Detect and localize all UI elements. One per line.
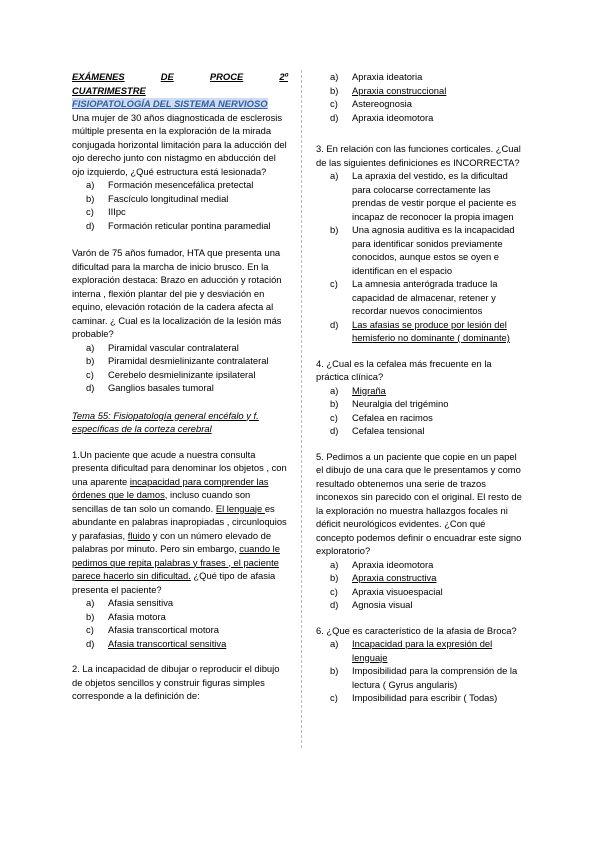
answer-options: [316, 637, 526, 705]
option-b: b) Fascículo longitudinal medial: [86, 192, 229, 204]
column-divider: [301, 70, 302, 748]
question-4: [316, 357, 526, 438]
question-6: [316, 624, 526, 705]
option-c: c) Apraxia visuoespacial: [330, 585, 443, 597]
question-1: [72, 448, 288, 651]
answer-options: [316, 558, 526, 612]
option-c: c) Cerebelo desmielinizante ipsilateral: [86, 368, 256, 380]
question-text: 4. ¿Cual es la cefalea más frecuente en la práctica clínica?: [316, 357, 492, 382]
option-c: c) Afasia transcortical motora: [86, 624, 219, 635]
right-column: [316, 70, 526, 705]
question-text: 5. Pedimos a un paciente que copie en un papel el dibujo de una cara que le presentamos y como resultado obtenemos una serie de trazos inconexos sin parecido con el original. El resto de la exploración no muestra hallazgos focales ni déficit neurológicos evidentes. ¿Con qué concepto podemos definir o encuadrar este signo exploratorio?: [316, 450, 522, 556]
answer-options: [316, 169, 526, 345]
option-a: a) Migraña: [330, 384, 386, 396]
document-title-line2: CUATRIMESTRE: [72, 84, 146, 96]
topic-heading: Tema 55: Fisiopatología general encéfalo y f. específicas de la corteza cerebral: [72, 409, 259, 434]
question-2: [72, 662, 288, 703]
answer-options: [72, 596, 288, 650]
option-c: c) Astereognosia: [330, 98, 412, 109]
left-column: [72, 70, 288, 703]
option-b: b) Imposibilidad para la comprensión de la lectura ( Gyrus angularis): [330, 665, 518, 690]
option-c: c) Cefalea en racimos: [330, 411, 433, 423]
option-b: b) Una agnosia auditiva es la incapacidad para identificar sonidos previamente conocidos, aunque estos se oyen e identifican en el espacio: [330, 224, 515, 276]
option-d: d) Ganglios basales tumoral: [86, 382, 214, 393]
question-text: 1.Un paciente que acude a nuestra consulta presenta dificultad para denominar los objetos , con una aparente incapacidad para comprender las órdenes que le damos, incluso cuando son sencillas de tan solo un comando. El lenguaje es abundante en palabras inapropiadas , circunloquios y parafasias, fluido y con un número elevado de palabras por minuto. Pero sin embargo, cuando le pedimos que repita palabras y frases , el paciente parece hacerlo sin dificultad. ¿Qué tipo de afasia presenta el paciente?: [72, 448, 287, 595]
option-a: a) Piramidal vascular contralateral: [86, 341, 239, 353]
option-b: b) Piramidal desmielinizante contralateral: [86, 355, 269, 366]
question-5: [316, 450, 526, 612]
option-d: d) Agnosia visual: [330, 599, 413, 610]
option-a: a) Incapacidad para la expresión del lenguaje: [330, 638, 493, 663]
question-text: 3. En relación con las funciones corticales. ¿Cual de las siguientes definiciones es INCORRECTA?: [316, 143, 521, 168]
question-gait-patient: [72, 246, 288, 395]
question-text: Una mujer de 30 años diagnosticada de esclerosis múltiple presenta en la exploración de la mirada conjugada horizontal limitación para la aducción del ojo derecho junto con nistagmo en abducción del ojo izquierdo, ¿Qué estructura está lesionada?: [72, 111, 287, 177]
question-text: 2. La incapacidad de dibujar o reproducir el dibujo de objetos sencillos y construir figuras simples corresponde a la definición de:: [72, 663, 280, 701]
option-a: a) Afasia sensitiva: [86, 597, 174, 608]
option-d: d) Cefalea tensional: [330, 425, 425, 436]
title-word-3: PROCE: [209, 71, 244, 82]
document-title: [72, 70, 288, 84]
question-ms-patient: [72, 111, 288, 233]
title-word-1: EXÁMENES: [72, 71, 125, 82]
option-a: a) La apraxia del vestido, es la dificultad para colocarse correctamente las prendas de vestir porque el paciente es incapaz de reconocer la propia imagen: [330, 170, 517, 222]
question-2-options: [316, 70, 526, 124]
option-d: d) Las afasias se produce por lesión del hemisferio no dominante ( dominante): [330, 318, 510, 343]
option-b: b) Afasia motora: [86, 610, 166, 622]
answer-options: [72, 178, 288, 232]
option-c: c) La amnesia anterógrada traduce la capacidad de almacenar, retener y recordar nuevos conocimientos: [330, 278, 498, 316]
option-b: b) Apraxia construccional: [330, 84, 447, 96]
option-d: d) Afasia transcortical sensitiva: [86, 637, 227, 649]
option-c: c) IIIpc: [86, 206, 126, 217]
answer-options: [72, 341, 288, 395]
title-word-4: 2º: [279, 71, 288, 82]
option-b: b) Neuralgia del trigémino: [330, 398, 449, 409]
option-a: a) Apraxia ideomotora: [330, 558, 434, 570]
answer-options: [316, 384, 526, 438]
option-c: c) Imposibilidad para escribir ( Todas): [330, 692, 498, 703]
option-a: a) Apraxia ideatoria: [330, 71, 423, 82]
option-d: d) Formación reticular pontina paramedial: [86, 219, 271, 231]
option-b: b) Apraxia constructiva: [330, 572, 437, 583]
question-text: 6. ¿Que es característico de la afasia de Broca?: [316, 624, 517, 636]
title-word-2: DE: [160, 71, 174, 82]
section-heading: FISIOPATOLOGÍA DEL SISTEMA NERVIOSO: [72, 98, 268, 109]
option-d: d) Apraxia ideomotora: [330, 111, 434, 123]
question-text: Varón de 75 años fumador, HTA que presenta una dificultad para la marcha de inicio brusco. En la exploración destaca: Brazo en aducción y rotación interna , flexión plantar del pie y desviación en equino, elevación rotación de la cadera afecta al caminar. ¿ Cual es la localización de la lesión más probable?: [72, 247, 282, 339]
option-a: a) Formación mesencefálica pretectal: [86, 179, 254, 190]
question-3: [316, 142, 526, 345]
